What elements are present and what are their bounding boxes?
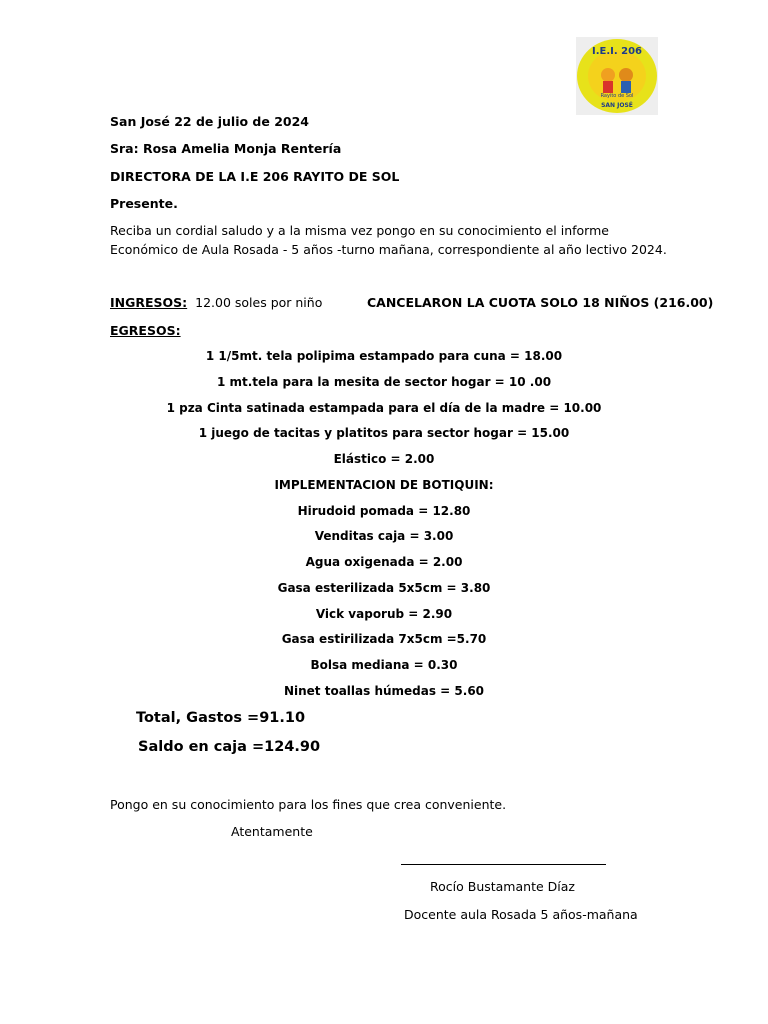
atentamente: Atentamente xyxy=(231,824,313,839)
logo-bottom-text: SAN JOSÉ xyxy=(601,102,633,109)
school-logo xyxy=(576,37,658,115)
egreso-item: Agua oxigenada = 2.00 xyxy=(305,555,463,569)
egreso-item: 1 pza Cinta satinada estampada para el día de la madre = 10.00 xyxy=(166,401,602,415)
total-gastos: Total, Gastos =91.10 xyxy=(136,710,306,726)
logo-top-text: I.E.I. 206 xyxy=(591,46,643,57)
letter-date: San José 22 de julio de 2024 xyxy=(110,114,309,129)
egresos-label: EGRESOS: xyxy=(110,323,181,338)
presente-label: Presente. xyxy=(110,196,178,211)
egreso-item: Elástico = 2.00 xyxy=(333,452,435,466)
recipient-position: DIRECTORA DE LA I.E 206 RAYITO DE SOL xyxy=(110,169,400,184)
ingresos-line xyxy=(110,295,322,310)
ingresos-value: 12.00 soles por niño xyxy=(195,295,323,310)
signer-role: Docente aula Rosada 5 años-mañana xyxy=(404,907,638,922)
egreso-item: 1 1/5mt. tela polipima estampado para cuna = 18.00 xyxy=(205,349,563,363)
signer-name: Rocío Bustamante Díaz xyxy=(430,879,575,894)
recipient-name: Sra: Rosa Amelia Monja Rentería xyxy=(110,141,342,156)
egreso-item: 1 juego de tacitas y platitos para sector hogar = 15.00 xyxy=(198,426,570,440)
egreso-item: Gasa estirilizada 7x5cm =5.70 xyxy=(281,632,487,646)
closing-sentence: Pongo en su conocimiento para los fines que crea conveniente. xyxy=(110,797,507,812)
saldo-en-caja: Saldo en caja =124.90 xyxy=(138,739,321,755)
egreso-item: Ninet toallas húmedas = 5.60 xyxy=(283,684,485,698)
ingresos-label: INGRESOS: xyxy=(110,295,188,310)
signature-line xyxy=(401,864,606,865)
egreso-item: Hirudoid pomada = 12.80 xyxy=(297,504,471,518)
egreso-item: Venditas caja = 3.00 xyxy=(314,529,454,543)
egreso-item: 1 mt.tela para la mesita de sector hogar = 10 .00 xyxy=(216,375,552,389)
ingresos-note: CANCELARON LA CUOTA SOLO 18 NIÑOS (216.00) xyxy=(367,295,714,310)
egreso-item: Vick vaporub = 2.90 xyxy=(315,607,453,621)
egreso-item: Bolsa mediana = 0.30 xyxy=(310,658,458,672)
intro-paragraph: Reciba un cordial saludo y a la misma vez pongo en su conocimiento el informe Económico de Aula Rosada - 5 años -turno mañana, correspondiente al año lectivo 2024. xyxy=(110,223,667,257)
logo-middle-text: Rayito de Sol xyxy=(600,93,634,99)
botiquin-heading: IMPLEMENTACION DE BOTIQUIN: xyxy=(274,478,494,492)
egreso-item: Gasa esterilizada 5x5cm = 3.80 xyxy=(277,581,491,595)
